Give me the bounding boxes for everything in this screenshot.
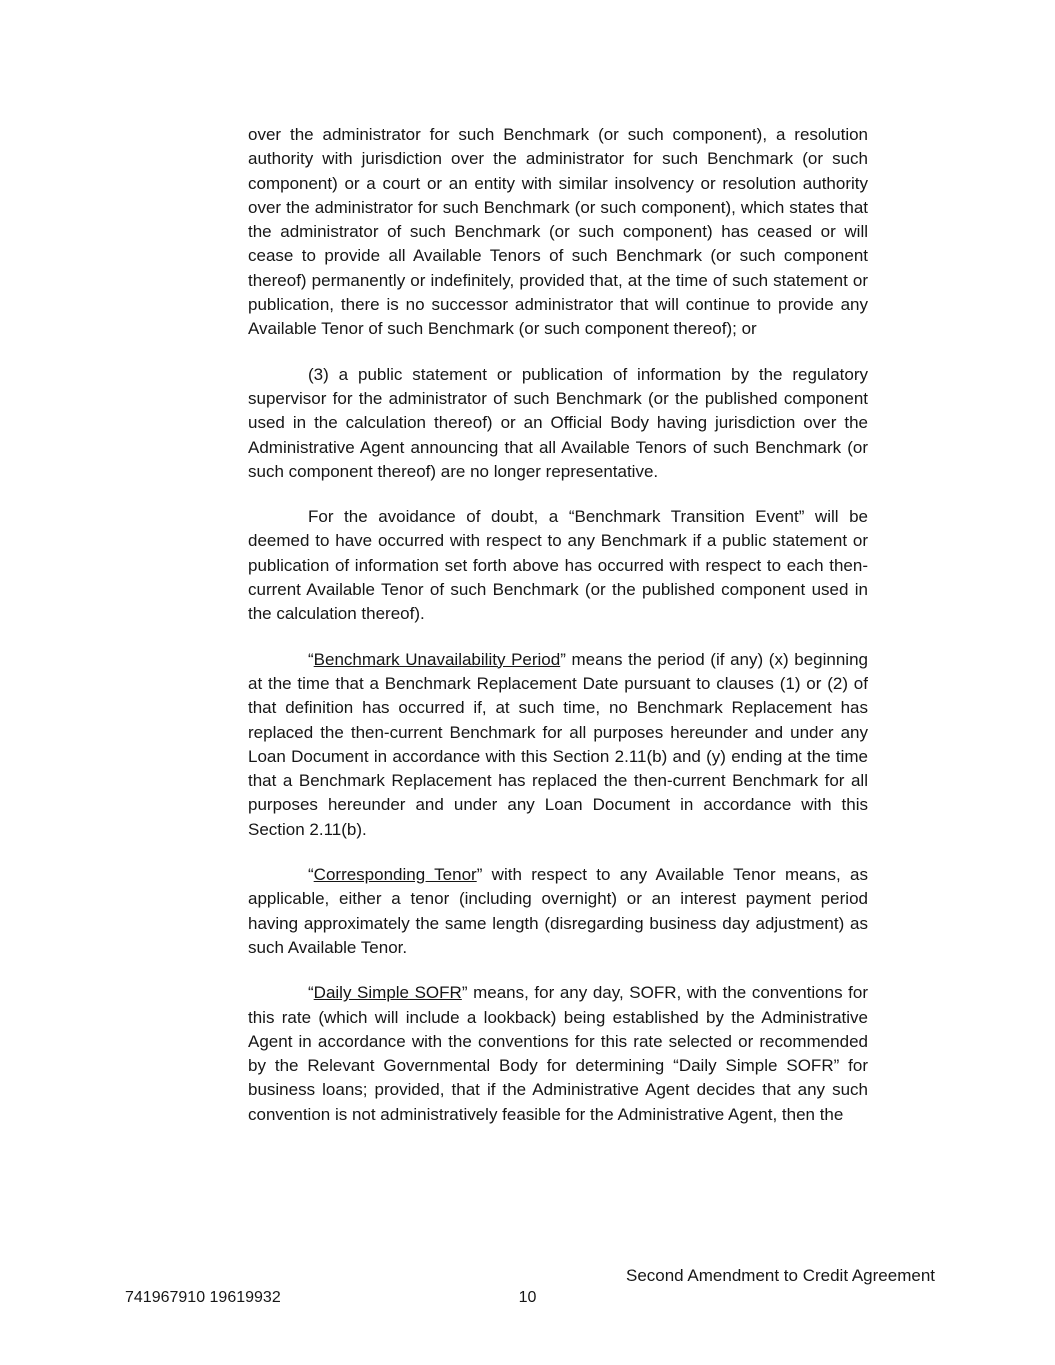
paragraphs-container (248, 123, 868, 1127)
text-run: (3) a public statement or publication of information by the regulatory supervisor for the administrator of such Benchmark (or the published component used in the calculation thereof) or an Official Body having jurisdiction over the Administrative Agent announcing that all Available Tenors of such Benchmark (or such component thereof) are no longer representative. (248, 364, 868, 481)
text-run: ” means, for any day, SOFR, with the conventions for this rate (which will include a lookback) being established by the Administrative Agent in accordance with the conventions for this rate selected or recommended by the Relevant Governmental Body for determining “Daily Simple SOFR” for business loans; provided, that if the Administrative Agent decides that any such convention is not administratively feasible for the Administrative Agent, then the (248, 983, 869, 1124)
paragraph (248, 981, 868, 1127)
text-run: over the administrator for such Benchmark (or such component), a resolution authority with jurisdiction over the administrator for such Benchmark (or such component) or a court or an entity with similar insolvency or resolution authority over the administrator for such Benchmark (or such component), which states that the administrator of such Benchmark (or such component) has ceased or will cease to provide all Available Tenors of such Benchmark (or such component thereof) permanently or indefinitely, provided that, at the time of such statement or publication, there is no successor administrator that will continue to provide any Available Tenor of such Benchmark (or such component thereof); or (248, 125, 868, 339)
text-run: For the avoidance of doubt, a “Benchmark Transition Event” will be deemed to have occurred with respect to any Benchmark if a public statement or publication of information set forth above has occurred with respect to each then-current Available Tenor of such Benchmark (or the published component used in the calculation thereof). (248, 507, 868, 624)
footer-doc-id: 741967910 19619932 (125, 1289, 281, 1306)
footer-document-title: Second Amendment to Credit Agreement (625, 1266, 935, 1285)
paragraph (248, 363, 868, 484)
paragraph (248, 863, 868, 960)
text-run: ” with respect to any Available Tenor means, as applicable, either a tenor (including overnight) or an interest payment period having approximately the same length (disregarding business day adjustment) as such Available Tenor. (248, 865, 868, 957)
paragraph (248, 123, 868, 342)
defined-term: Benchmark Unavailability Period (313, 649, 561, 669)
defined-term: Daily Simple SOFR (313, 983, 462, 1003)
body-text (248, 123, 868, 1148)
paragraph (248, 505, 868, 626)
text-run: ” means the period (if any) (x) beginning at the time that a Benchmark Replacement Date pursuant to clauses (1) or (2) of that definition has occurred if, at such time, no Benchmark Replacement has replaced the then-current Benchmark for all purposes hereunder and under any Loan Document in accordance with this Section 2.11(b) and (y) ending at the time that a Benchmark Replacement has replaced the then-current Benchmark for all purposes hereunder and under any Loan Document in accordance with this Section 2.11(b). (248, 649, 868, 839)
footer-page-number: 10 (518, 1289, 537, 1306)
defined-term: Corresponding Tenor (313, 865, 477, 885)
paragraph (248, 648, 868, 842)
text-run: “ (308, 983, 314, 1003)
text-run: “ (308, 649, 314, 669)
text-run: “ (308, 865, 314, 885)
